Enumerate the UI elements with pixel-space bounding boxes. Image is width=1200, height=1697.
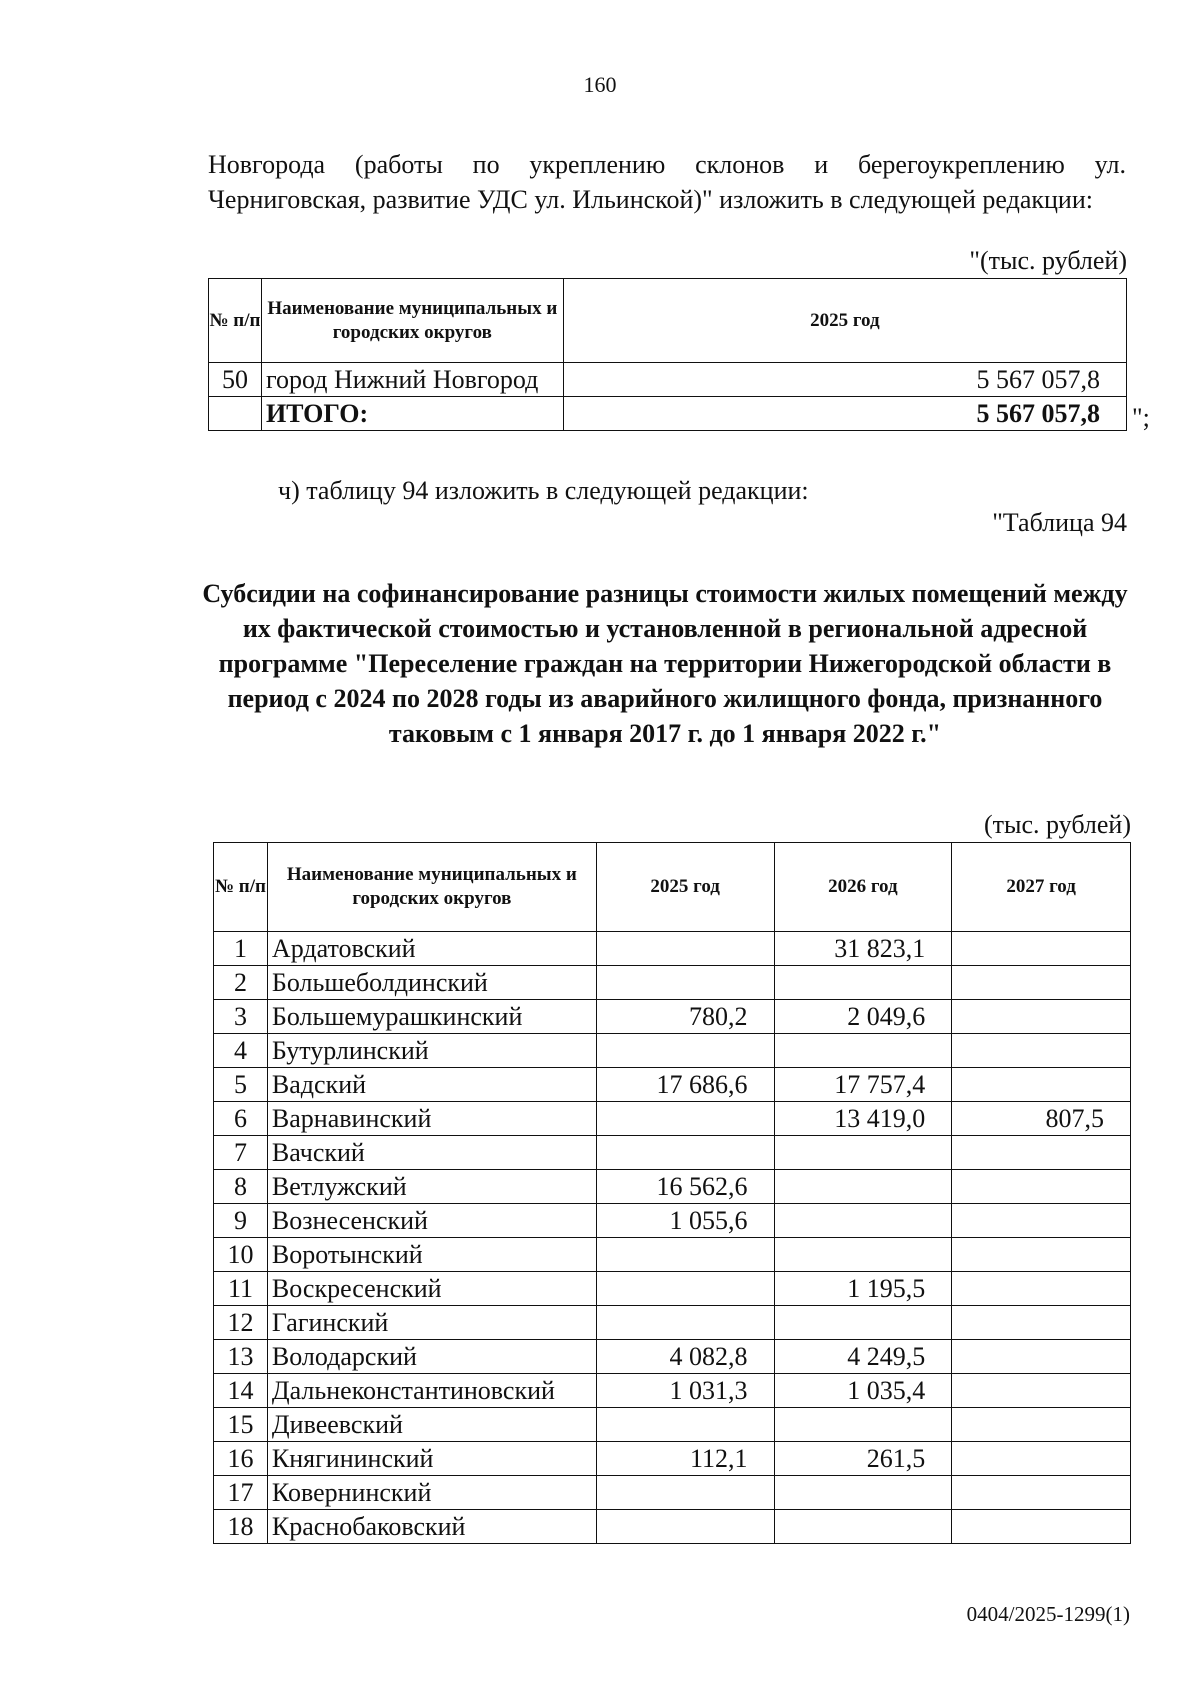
row-2027 — [952, 1000, 1131, 1034]
row-2026 — [774, 1408, 952, 1442]
row-2027 — [952, 1034, 1131, 1068]
table1-header-num: № п/п — [209, 279, 262, 363]
row-num: 3 — [214, 1000, 268, 1034]
total-2025: 5 567 057,8 — [563, 397, 1126, 431]
row-2026: 2 049,6 — [774, 1000, 952, 1034]
table-row — [214, 1034, 1131, 1068]
row-name: Гагинский — [267, 1306, 596, 1340]
row-num: 17 — [214, 1476, 268, 1510]
item-ch: ч) таблицу 94 изложить в следующей редакции: — [278, 476, 809, 505]
row-num: 4 — [214, 1034, 268, 1068]
row-2026: 261,5 — [774, 1442, 952, 1476]
table-total-row — [209, 397, 1127, 431]
row-name: город Нижний Новгород — [261, 363, 563, 397]
row-2025 — [596, 1136, 774, 1170]
row-name: Дивеевский — [267, 1408, 596, 1442]
row-2027 — [952, 1238, 1131, 1272]
row-2026 — [774, 966, 952, 1000]
row-name: Княгининский — [267, 1442, 596, 1476]
row-2025: 112,1 — [596, 1442, 774, 1476]
row-2026: 1 195,5 — [774, 1272, 952, 1306]
row-name: Краснобаковский — [267, 1510, 596, 1544]
table-row — [214, 1000, 1131, 1034]
row-2025 — [596, 932, 774, 966]
row-2026 — [774, 1136, 952, 1170]
row-num: 15 — [214, 1408, 268, 1442]
row-2027 — [952, 1442, 1131, 1476]
table-row — [214, 1170, 1131, 1204]
row-num: 14 — [214, 1374, 268, 1408]
row-num: 1 — [214, 932, 268, 966]
row-num: 5 — [214, 1068, 268, 1102]
row-2026: 1 035,4 — [774, 1374, 952, 1408]
row-name: Ардатовский — [267, 932, 596, 966]
row-num: 13 — [214, 1340, 268, 1374]
row-2027 — [952, 1374, 1131, 1408]
row-num: 11 — [214, 1272, 268, 1306]
table-row — [214, 1306, 1131, 1340]
row-2027 — [952, 1136, 1131, 1170]
table-row — [214, 1442, 1131, 1476]
row-2026 — [774, 1204, 952, 1238]
row-2026 — [774, 1170, 952, 1204]
row-2025: 17 686,6 — [596, 1068, 774, 1102]
table1-header-name: Наименование муниципальных и городских округов — [261, 279, 563, 363]
row-name: Воротынский — [267, 1238, 596, 1272]
row-2025: 780,2 — [596, 1000, 774, 1034]
row-name: Ковернинский — [267, 1476, 596, 1510]
row-name: Ветлужский — [267, 1170, 596, 1204]
row-2027 — [952, 1476, 1131, 1510]
table-2 — [213, 842, 1131, 1544]
row-2026 — [774, 1510, 952, 1544]
table-row — [214, 1204, 1131, 1238]
row-2025: 4 082,8 — [596, 1340, 774, 1374]
table-1 — [208, 278, 1127, 431]
row-2026 — [774, 1238, 952, 1272]
table2-header-name: Наименование муниципальных и городских округов — [267, 843, 596, 932]
row-num: 18 — [214, 1510, 268, 1544]
row-name: Дальнеконстантиновский — [267, 1374, 596, 1408]
table-row — [209, 363, 1127, 397]
table-row — [214, 1136, 1131, 1170]
table-row — [214, 1510, 1131, 1544]
table-row — [214, 1272, 1131, 1306]
row-2025: 1 031,3 — [596, 1374, 774, 1408]
row-num: 10 — [214, 1238, 268, 1272]
table2-body — [214, 932, 1131, 1544]
row-name: Бутурлинский — [267, 1034, 596, 1068]
row-num: 2 — [214, 966, 268, 1000]
table2-header-2027: 2027 год — [952, 843, 1131, 932]
table-row — [214, 1068, 1131, 1102]
row-2027 — [952, 1510, 1131, 1544]
table-row — [214, 1476, 1131, 1510]
row-2027: 807,5 — [952, 1102, 1131, 1136]
total-label: ИТОГО: — [261, 397, 563, 431]
row-2026: 31 823,1 — [774, 932, 952, 966]
row-2027 — [952, 1068, 1131, 1102]
row-num: 7 — [214, 1136, 268, 1170]
row-2027 — [952, 932, 1131, 966]
row-2026 — [774, 1306, 952, 1340]
row-2025 — [596, 1306, 774, 1340]
table-row — [214, 966, 1131, 1000]
row-2025: 5 567 057,8 — [563, 363, 1126, 397]
table-row — [214, 932, 1131, 966]
row-2026 — [774, 1476, 952, 1510]
row-num: 6 — [214, 1102, 268, 1136]
row-name: Варнавинский — [267, 1102, 596, 1136]
row-2027 — [952, 1204, 1131, 1238]
row-2025: 16 562,6 — [596, 1170, 774, 1204]
row-num: 50 — [209, 363, 262, 397]
table1-header-2025: 2025 год — [563, 279, 1126, 363]
intro-paragraph: Новгорода (работы по укреплению склонов и берегоукреплению ул. Черниговская, развитие УДС ул. Ильинской)" изложить в следующей редакции: — [208, 150, 1126, 214]
table1-closing-quote: "; — [1132, 403, 1150, 432]
row-num: 12 — [214, 1306, 268, 1340]
row-name: Большемурашкинский — [267, 1000, 596, 1034]
row-name: Володарский — [267, 1340, 596, 1374]
table-row — [214, 1340, 1131, 1374]
row-2025 — [596, 1034, 774, 1068]
row-name: Вадский — [267, 1068, 596, 1102]
row-2027 — [952, 1272, 1131, 1306]
total-num — [209, 397, 262, 431]
row-2027 — [952, 1340, 1131, 1374]
row-name: Большеболдинский — [267, 966, 596, 1000]
row-2027 — [952, 1408, 1131, 1442]
row-2025 — [596, 966, 774, 1000]
row-2026: 17 757,4 — [774, 1068, 952, 1102]
row-num: 8 — [214, 1170, 268, 1204]
row-name: Вачский — [267, 1136, 596, 1170]
table-row — [214, 1238, 1131, 1272]
row-num: 9 — [214, 1204, 268, 1238]
row-2027 — [952, 1306, 1131, 1340]
document-title: Субсидии на софинансирование разницы стоимости жилых помещений между их фактической стоимостью и установленной в региональной адресной программе "Переселение граждан на территории Нижегородской области в период с 2024 по 2028 годы из аварийного жилищного фонда, признанного таковым с 1 января 2017 г. до 1 января 2022 г." — [202, 579, 1128, 748]
footer-code: 0404/2025-1299(1) — [966, 1602, 1130, 1626]
row-2025 — [596, 1476, 774, 1510]
table2-header-2025: 2025 год — [596, 843, 774, 932]
row-num: 16 — [214, 1442, 268, 1476]
table2-unit: (тыс. рублей) — [983, 810, 1131, 839]
table2-header-num: № п/п — [214, 843, 268, 932]
row-name: Вознесенский — [267, 1204, 596, 1238]
table-row — [214, 1374, 1131, 1408]
row-2026 — [774, 1034, 952, 1068]
table1-unit: "(тыс. рублей) — [969, 246, 1127, 275]
table2-header-2026: 2026 год — [774, 843, 952, 932]
row-2026: 13 419,0 — [774, 1102, 952, 1136]
row-name: Воскресенский — [267, 1272, 596, 1306]
row-2025 — [596, 1408, 774, 1442]
row-2025: 1 055,6 — [596, 1204, 774, 1238]
table-row — [214, 1102, 1131, 1136]
row-2027 — [952, 1170, 1131, 1204]
row-2027 — [952, 966, 1131, 1000]
row-2025 — [596, 1238, 774, 1272]
page-number: 160 — [583, 72, 617, 97]
row-2025 — [596, 1272, 774, 1306]
row-2025 — [596, 1510, 774, 1544]
row-2026: 4 249,5 — [774, 1340, 952, 1374]
table-row — [214, 1408, 1131, 1442]
row-2025 — [596, 1102, 774, 1136]
table-label: "Таблица 94 — [992, 508, 1127, 537]
